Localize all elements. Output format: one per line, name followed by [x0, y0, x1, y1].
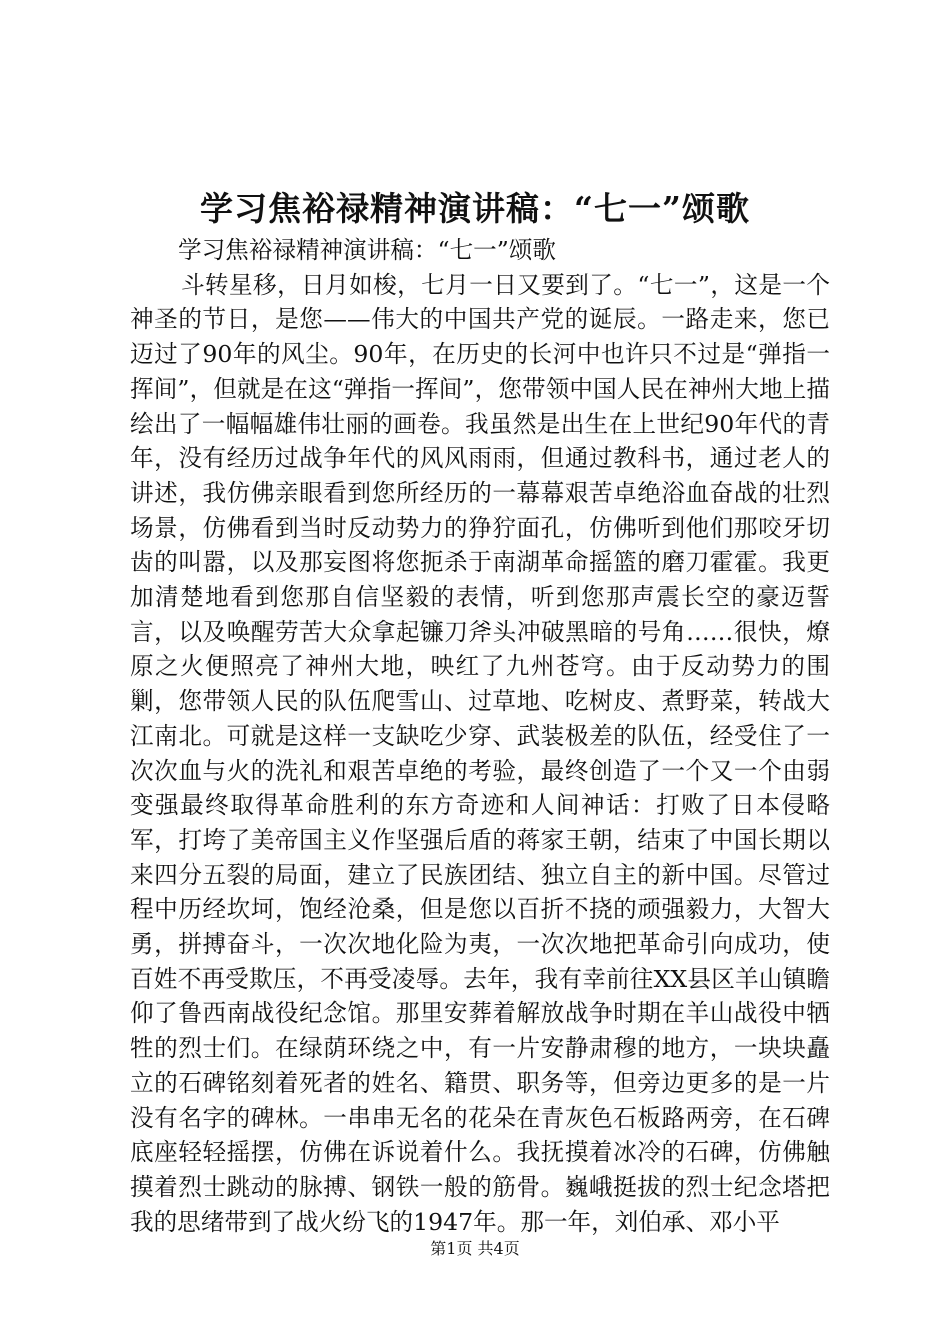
document-subtitle: 学习焦裕禄精神演讲稿：“七一”颂歌 — [178, 236, 557, 264]
document-body — [130, 233, 830, 1239]
page-number: 第1页 共4页 — [430, 1239, 520, 1258]
body-paragraph: 斗转星移，日月如梭，七月一日又要到了。“七一”，这是一个神圣的节日，是您——伟大的中国共产党的诞辰。一路走来，您已迈过了90年的风尘。90年，在历史的长河中也许只不过是“弹指一挥间”，但就是在这“弹指一挥间”，您带领中国人民在神州大地上描绘出了一幅幅雄伟壮丽的画卷。我虽然是出生在上世纪90年代的青年，没有经历过战争年代的风风雨雨，但通过教科书，通过老人的讲述，我仿佛亲眼看到您所经历的一幕幕艰苦卓绝浴血奋战的壮烈场景，仿佛看到当时反动势力的狰狞面孔，仿佛听到他们那咬牙切齿的叫嚣，以及那妄图将您扼杀于南湖革命摇篮的磨刀霍霍。我更加清楚地看到您那自信坚毅的表情，听到您那声震长空的豪迈誓言，以及唤醒劳苦大众拿起镰刀斧头冲破黑暗的号角……很快，燎原之火便照亮了神州大地，映红了九州苍穹。由于反动势力的围剿，您带领人民的队伍爬雪山、过草地、吃树皮、煮野菜，转战大江南北。可就是这样一支缺吃少穿、武装极差的队伍，经受住了一次次血与火的洗礼和艰苦卓绝的考验，最终创造了一个又一个由弱变强最终取得革命胜利的东方奇迹和人间神话：打败了日本侵略军，打垮了美帝国主义作坚强后盾的蒋家王朝，结束了中国长期以来四分五裂的局面，建立了民族团结、独立自主的新中国。尽管过程中历经坎坷，饱经沧桑，但是您以百折不挠的顽强毅力，大智大勇，拼搏奋斗，一次次地化险为夷，一次次地把革命引向成功，使百姓不再受欺压，不再受凌辱。去年，我有幸前往XX县区羊山镇瞻仰了鲁西南战役纪念馆。那里安葬着解放战争时期在羊山战役中牺牲的烈士们。在绿荫环绕之中，有一片安静肃穆的地方，一块块矗立的石碑铭刻着死者的姓名、籍贯、职务等，但旁边更多的是一片没有名字的碑林。一串串无名的花朵在青灰色石板路两旁，在石碑底座轻轻摇摆，仿佛在诉说着什么。我抚摸着冰冷的石碑，仿佛触摸着烈士跳动的脉搏、钢铁一般的筋骨。巍峨挺拔的烈士纪念塔把我的思绪带到了战火纷飞的1947年。那一年，刘伯承、邓小平 — [130, 270, 830, 1236]
document-title: 学习焦裕禄精神演讲稿：“七一”颂歌 — [200, 189, 750, 228]
